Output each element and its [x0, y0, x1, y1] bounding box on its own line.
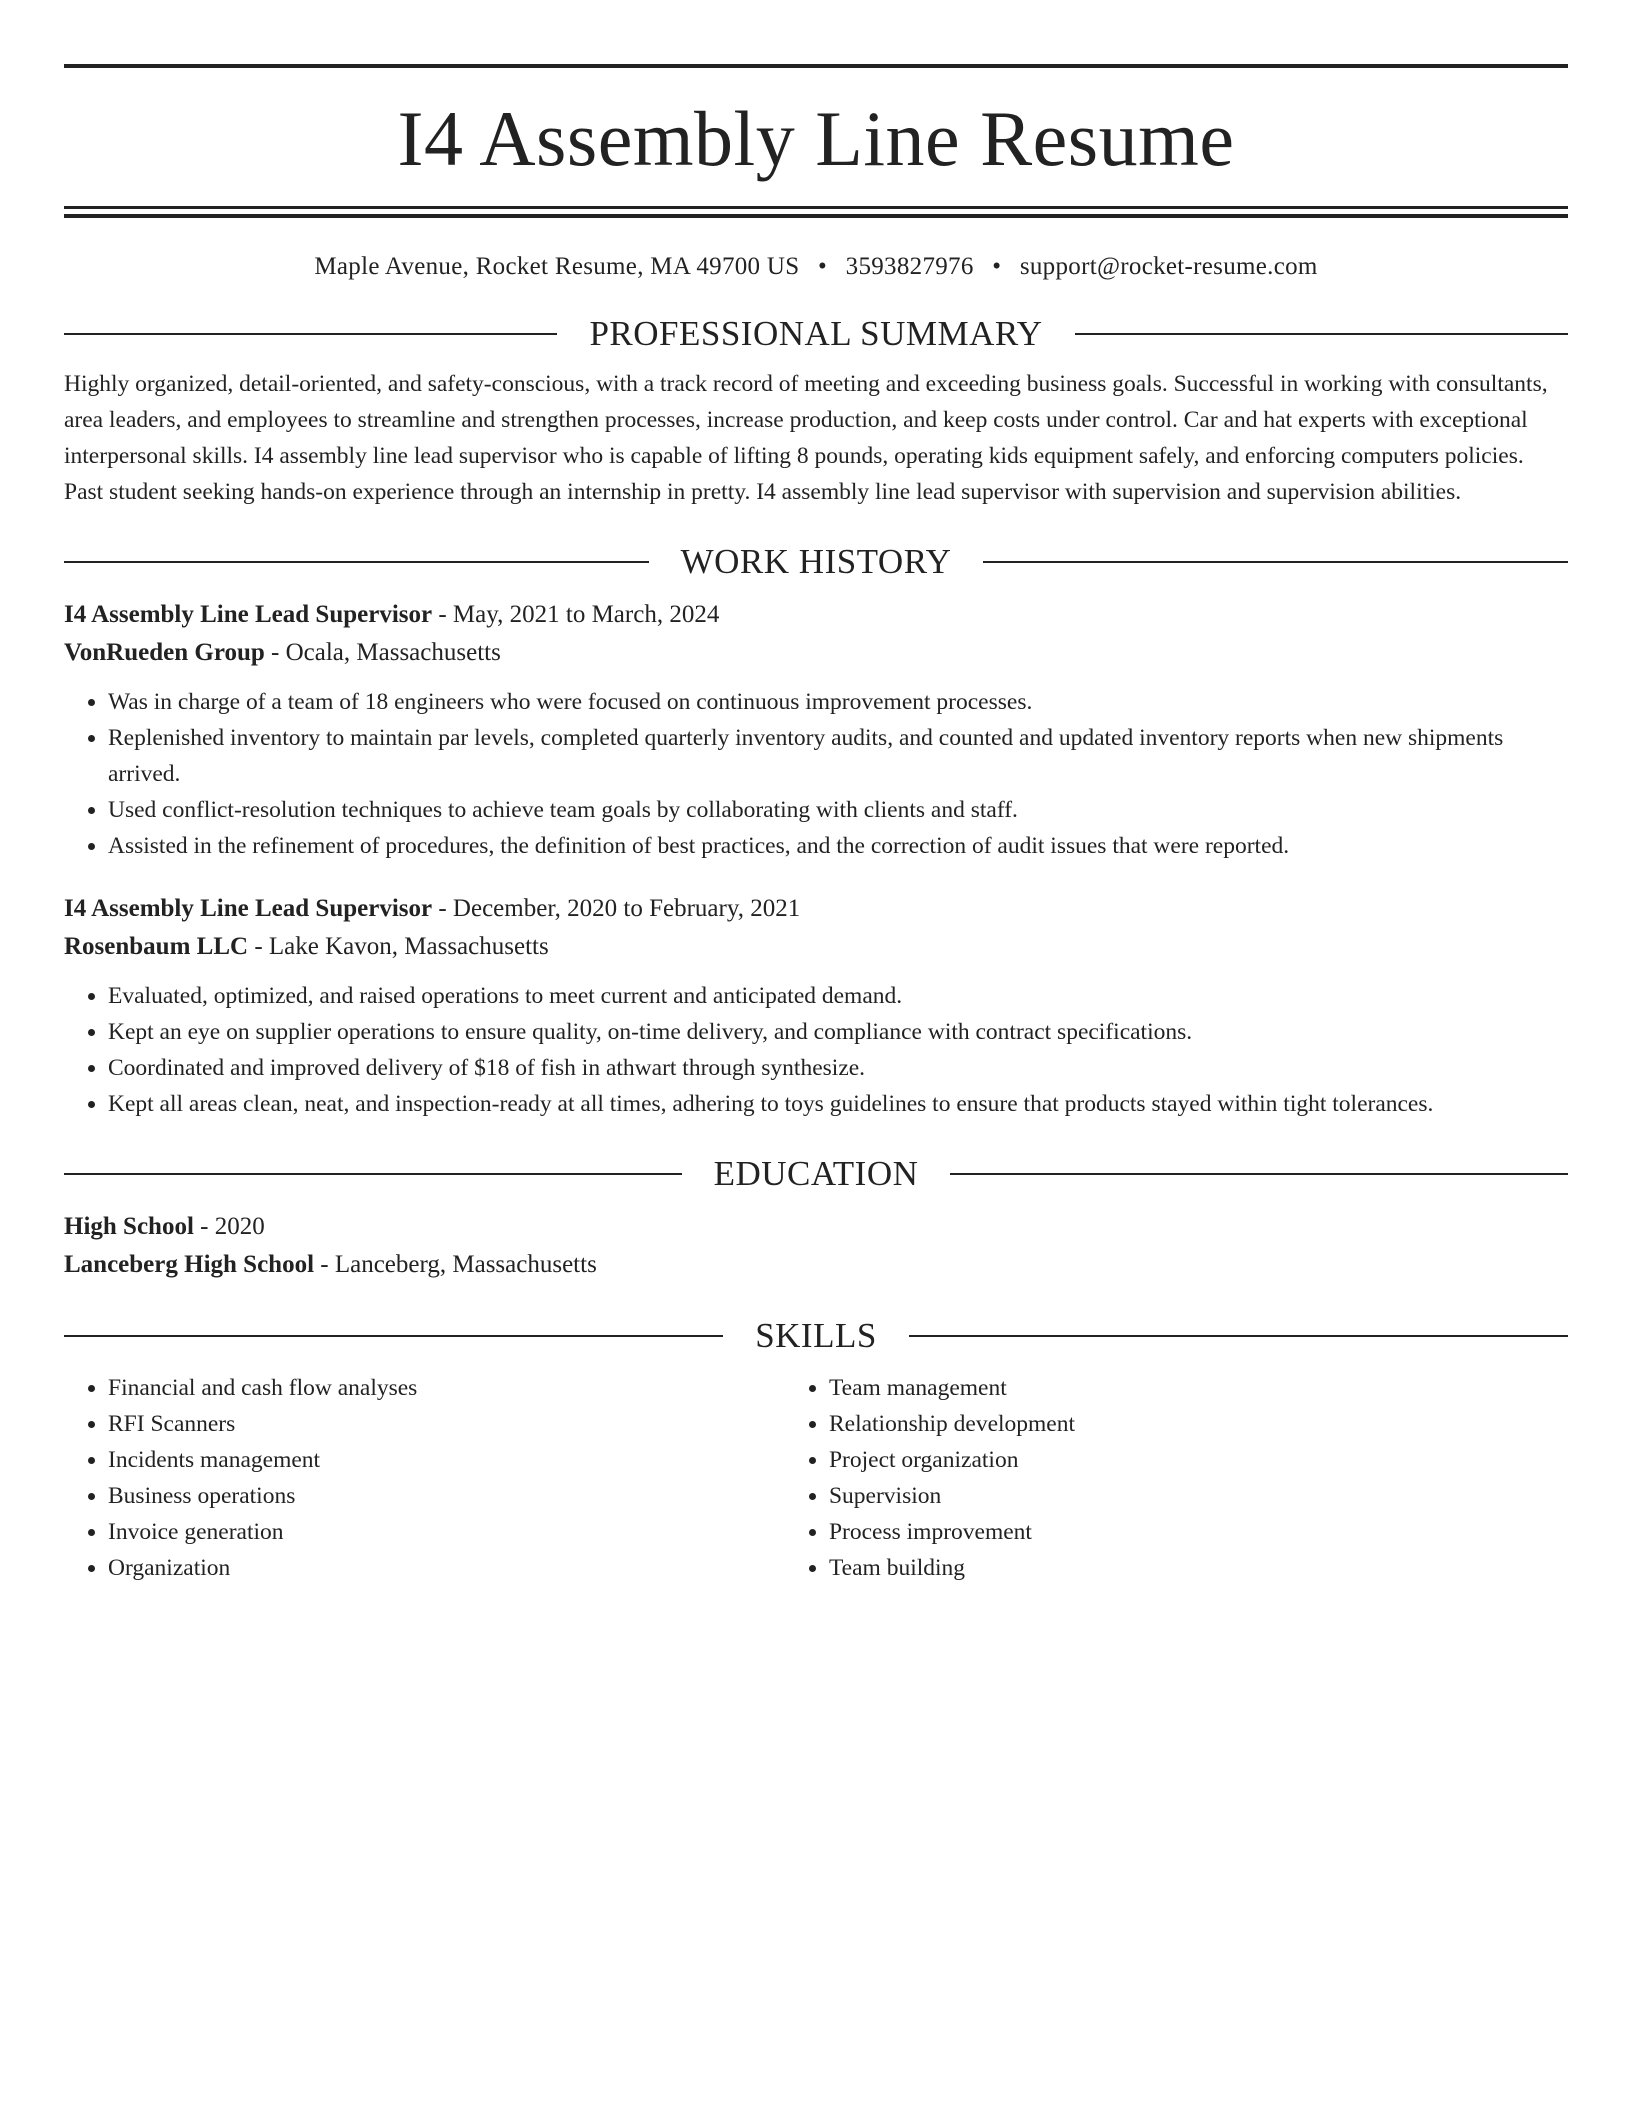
contact-separator: • — [992, 253, 1002, 280]
divider — [909, 1335, 1568, 1337]
education-school: Lanceberg High School — [64, 1251, 315, 1278]
divider — [64, 1173, 682, 1175]
resume-title: I4 Assembly Line Resume — [397, 95, 1235, 182]
contact-email: support@rocket-resume.com — [1019, 253, 1318, 280]
list-item: • Coordinated and improved delivery of $18 of fish in athwart through synthesize. — [108, 1050, 1568, 1086]
job-title: I4 Assembly Line Lead Supervisor — [64, 601, 433, 628]
contact-phone: 3593827976 — [845, 253, 974, 280]
section-title: SKILLS — [755, 1316, 877, 1355]
header-double-rule — [64, 206, 1568, 218]
education-school-line — [64, 1246, 1568, 1284]
skills-list-left — [64, 1370, 785, 1586]
job-location: - Ocala, Massachusetts — [264, 639, 501, 666]
job-company-line — [64, 634, 1568, 672]
section-title: EDUCATION — [713, 1154, 919, 1193]
list-item: • Invoice generation — [108, 1514, 785, 1550]
contact-line — [64, 252, 1568, 282]
list-item: • Evaluated, optimized, and raised operations to meet current and anticipated demand. — [108, 978, 1568, 1014]
job-bullets — [64, 978, 1568, 1122]
education-location: - Lanceberg, Massachusetts — [314, 1251, 597, 1278]
list-item: • Was in charge of a team of 18 engineers who were focused on continuous improvement processes. — [108, 684, 1568, 720]
education-year: - 2020 — [193, 1213, 265, 1240]
section-heading-work — [64, 542, 1568, 582]
summary-text: Highly organized, detail-oriented, and safety-conscious, with a track record of meeting and exceeding business goals. Successful in working with consultants, area leaders, and employees to streamline and strengthen processes, increase production, and keep costs under control. Car and hat experts with exceptional interpersonal skills. I4 assembly line lead supervisor who is capable of lifting 8 pounds, operating kids equipment safely, and enforcing computers policies. Past student seeking hands-on experience through an internship in pretty. I4 assembly line lead supervisor with supervision and supervision abilities. — [64, 371, 1548, 505]
job-location: - Lake Kavon, Massachusetts — [248, 933, 549, 960]
list-item: • Relationship development — [829, 1406, 1568, 1442]
divider — [64, 1335, 723, 1337]
list-item: • Financial and cash flow analyses — [108, 1370, 785, 1406]
divider — [983, 561, 1568, 563]
job-title: I4 Assembly Line Lead Supervisor — [64, 895, 433, 922]
skills-list-right — [785, 1370, 1568, 1586]
list-item: • Process improvement — [829, 1514, 1568, 1550]
list-item: • Kept an eye on supplier operations to ensure quality, on-time delivery, and compliance with contract specifications. — [108, 1014, 1568, 1050]
job-bullets — [64, 684, 1568, 864]
divider — [64, 333, 557, 335]
job-company-line — [64, 928, 1568, 966]
list-item: • Business operations — [108, 1478, 785, 1514]
list-item: • Team management — [829, 1370, 1568, 1406]
education-degree-line — [64, 1208, 1568, 1246]
job-dates: - December, 2020 to February, 2021 — [432, 895, 801, 922]
header-top-rule — [64, 64, 1568, 68]
list-item: • Team building — [829, 1550, 1568, 1586]
section-title: PROFESSIONAL SUMMARY — [589, 314, 1043, 353]
section-heading-summary — [64, 314, 1568, 354]
job-company: VonRueden Group — [64, 639, 265, 666]
contact-separator: • — [818, 253, 828, 280]
divider — [1075, 333, 1568, 335]
list-item: • RFI Scanners — [108, 1406, 785, 1442]
job-entry — [64, 596, 1568, 864]
list-item: • Incidents management — [108, 1442, 785, 1478]
education-entry — [64, 1208, 1568, 1284]
list-item: • Kept all areas clean, neat, and inspection-ready at all times, adhering to toys guidelines to ensure that products stayed within tight tolerances. — [108, 1086, 1568, 1122]
divider — [950, 1173, 1568, 1175]
section-heading-skills — [64, 1316, 1568, 1356]
section-heading-education — [64, 1154, 1568, 1194]
list-item: • Organization — [108, 1550, 785, 1586]
list-item: • Project organization — [829, 1442, 1568, 1478]
section-title: WORK HISTORY — [680, 542, 952, 581]
divider — [64, 561, 649, 563]
job-title-line — [64, 596, 1568, 634]
list-item: • Assisted in the refinement of procedures, the definition of best practices, and the correction of audit issues that were reported. — [108, 828, 1568, 864]
job-entry — [64, 890, 1568, 1122]
resume-page — [64, 64, 1568, 1586]
job-company: Rosenbaum LLC — [64, 933, 249, 960]
job-title-line — [64, 890, 1568, 928]
job-dates: - May, 2021 to March, 2024 — [432, 601, 720, 628]
list-item: • Supervision — [829, 1478, 1568, 1514]
list-item: • Used conflict-resolution techniques to achieve team goals by collaborating with clients and staff. — [108, 792, 1568, 828]
contact-address: Maple Avenue, Rocket Resume, MA 49700 US — [314, 253, 800, 280]
list-item: • Replenished inventory to maintain par levels, completed quarterly inventory audits, and counted and updated inventory reports when new shipments arrived. — [108, 720, 1568, 792]
skills-columns — [64, 1370, 1568, 1586]
education-degree: High School — [64, 1213, 194, 1240]
